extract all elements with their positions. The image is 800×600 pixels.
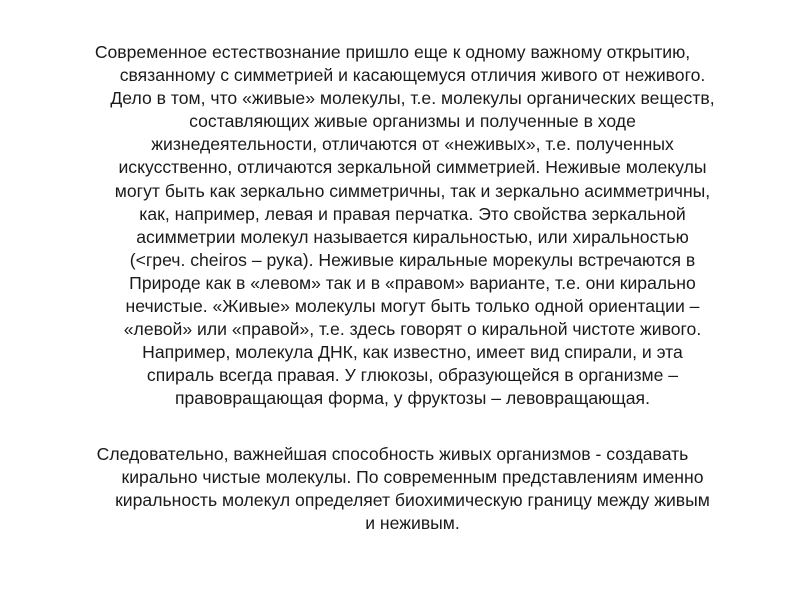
text-line: (<греч. cheiros – рука). Неживые киральные морекулы встречаются в [129,249,696,270]
paragraph-1 [55,41,770,411]
text-line: составляющих живые организмы и полученные в ходе [189,111,636,132]
text-line: жизнедеятельности, отличаются от «неживых», т.е. полученных [151,134,674,155]
text-line: могут быть как зеркально симметричны, так и зеркально асимметричны, [114,180,711,201]
text-line: нечистые. «Живые» молекулы могут быть только одной ориентации – [125,296,700,317]
text-line: киральность молекул определяет биохимическую границу между живым [115,490,710,511]
text-line: Дело в том, что «живые» молекулы, т.е. молекулы органических веществ, [110,88,715,109]
text-line: как, например, левая и правая перчатка. Это свойства зеркальной [139,203,686,224]
text-line: Например, молекула ДНК, как известно, имеет вид спирали, и эта [142,342,683,363]
text-line: искусственно, отличаются зеркальной симметрией. Неживые молекулы [118,157,707,178]
text-line: кирально чистые молекулы. По современным представлениям именно [121,467,704,488]
text-line: и неживым. [365,513,460,534]
paragraph-2 [55,443,770,535]
text-line: Природе как в «левом» так и в «правом» варианте, т.е. они кирально [129,272,696,293]
text-line: связанному с симметрией и касающемуся отличия живого от неживого. [119,65,706,86]
text-line: «левой» или «правой», т.е. здесь говорят о киральной чистоте живого. [123,319,702,340]
text-line: Современное естествознание пришло еще к одному важному открытию, [94,42,691,62]
text-line: правовращающая форма, у фруктозы – левовращающая. [175,388,650,409]
text-line: асимметрии молекул называется киральностью, или хиральностью [136,226,689,247]
text-line: спираль всегда правая. У глюкозы, образующейся в организме – [146,365,679,386]
text-line: Следовательно, важнейшая способность живых организмов - создавать [96,444,689,464]
